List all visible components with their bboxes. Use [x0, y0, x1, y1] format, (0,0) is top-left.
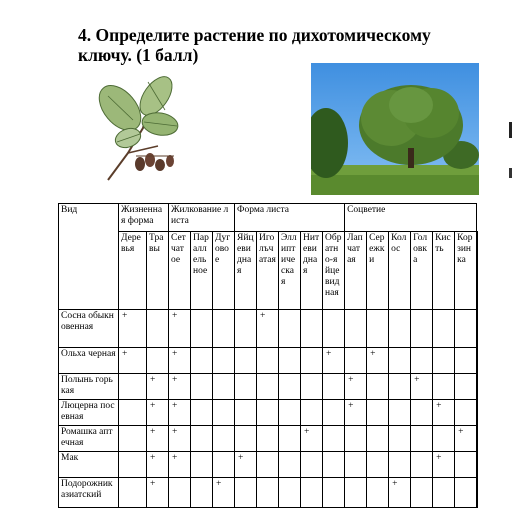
subheader-cell: Яйцевидная [235, 232, 257, 310]
header-life-form: Жизненная форма [119, 204, 169, 232]
header-inflorescence: Соцветие [345, 204, 477, 232]
table-body [59, 204, 478, 508]
mark-cell [257, 478, 279, 508]
header-species: Вид [59, 204, 119, 310]
subheader-cell: Корзинка [455, 232, 477, 310]
mark-cell: + [169, 348, 191, 374]
mark-cell [119, 374, 147, 400]
mark-cell [257, 348, 279, 374]
mark-cell [257, 426, 279, 452]
subheader-cell: Эллиптическая [279, 232, 301, 310]
mark-cell [367, 374, 389, 400]
mark-cell: + [169, 426, 191, 452]
mark-cell: + [301, 426, 323, 452]
dichotomous-key-table [58, 203, 478, 508]
mark-cell [119, 426, 147, 452]
subheader-cell: Обратно-яйцевидная [323, 232, 345, 310]
mark-cell [411, 452, 433, 478]
table-row [59, 374, 478, 400]
mark-cell [389, 452, 411, 478]
mark-cell: + [147, 374, 169, 400]
subheader-row [59, 232, 478, 310]
subheader-cell: Нитевидная [301, 232, 323, 310]
mark-cell [433, 478, 455, 508]
species-name: Люцерна посевная [59, 400, 119, 426]
table-row [59, 426, 478, 452]
mark-cell [119, 400, 147, 426]
edge-mark-small [509, 168, 512, 178]
mark-cell [191, 348, 213, 374]
tree-photo [311, 63, 479, 195]
mark-cell [235, 400, 257, 426]
header-venation: Жилкование листа [169, 204, 235, 232]
species-name: Сосна обыкновенная [59, 310, 119, 348]
mark-cell [119, 478, 147, 508]
subheader-cell: Травы [147, 232, 169, 310]
mark-cell [411, 310, 433, 348]
subheader-cell: Сережки [367, 232, 389, 310]
mark-cell [367, 478, 389, 508]
header-leaf-shape: Форма листа [235, 204, 345, 232]
mark-cell [433, 426, 455, 452]
mark-cell [477, 478, 478, 508]
subheader-cell: Колос [389, 232, 411, 310]
mark-cell: + [411, 374, 433, 400]
mark-cell: + [213, 478, 235, 508]
mark-cell [235, 374, 257, 400]
mark-cell [411, 348, 433, 374]
edge-mark [509, 122, 512, 138]
mark-cell [367, 400, 389, 426]
mark-cell [389, 400, 411, 426]
mark-cell [455, 452, 477, 478]
table-row [59, 400, 478, 426]
mark-cell [477, 426, 478, 452]
mark-cell [367, 426, 389, 452]
mark-cell [389, 426, 411, 452]
species-name: Полынь горькая [59, 374, 119, 400]
species-name: Подорожник азиатский [59, 478, 119, 508]
mark-cell [367, 310, 389, 348]
mark-cell: + [169, 400, 191, 426]
mark-cell [477, 374, 478, 400]
mark-cell: + [323, 348, 345, 374]
mark-cell [235, 310, 257, 348]
mark-cell: + [119, 310, 147, 348]
mark-cell [455, 348, 477, 374]
subheader-cell: Иголъчатая [257, 232, 279, 310]
mark-cell [279, 400, 301, 426]
mark-cell: + [235, 452, 257, 478]
mark-cell: + [169, 310, 191, 348]
mark-cell [433, 310, 455, 348]
mark-cell [301, 374, 323, 400]
mark-cell [191, 426, 213, 452]
question-title: 4. Определите растение по дихотомическому ключу. (1 балл) [78, 25, 431, 65]
table-row [59, 478, 478, 508]
mark-cell [235, 478, 257, 508]
mark-cell [411, 478, 433, 508]
mark-cell [411, 400, 433, 426]
mark-cell [279, 452, 301, 478]
mark-cell [257, 374, 279, 400]
species-name: Ромашка аптечная [59, 426, 119, 452]
mark-cell: + [389, 478, 411, 508]
mark-cell [191, 452, 213, 478]
mark-cell [169, 478, 191, 508]
mark-cell [191, 400, 213, 426]
mark-cell [147, 310, 169, 348]
species-name: Ольха черная [59, 348, 119, 374]
mark-cell [279, 478, 301, 508]
subheader-cell: Головка [411, 232, 433, 310]
mark-cell: + [169, 452, 191, 478]
mark-cell [323, 478, 345, 508]
mark-cell [257, 400, 279, 426]
mark-cell [191, 374, 213, 400]
mark-cell [477, 452, 478, 478]
mark-cell [213, 348, 235, 374]
mark-cell: + [345, 374, 367, 400]
mark-cell: + [257, 310, 279, 348]
mark-cell [455, 374, 477, 400]
mark-cell [345, 452, 367, 478]
mark-cell [213, 400, 235, 426]
mark-cell [279, 348, 301, 374]
subheader-cell: Сетчатое [169, 232, 191, 310]
species-name: Мак [59, 452, 119, 478]
mark-cell [301, 310, 323, 348]
table-row [59, 348, 478, 374]
mark-cell [235, 426, 257, 452]
mark-cell: + [433, 400, 455, 426]
mark-cell [433, 348, 455, 374]
mark-cell [119, 452, 147, 478]
mark-cell [323, 400, 345, 426]
mark-cell [345, 426, 367, 452]
mark-cell [323, 426, 345, 452]
mark-cell: + [147, 400, 169, 426]
mark-cell [345, 348, 367, 374]
mark-cell: + [433, 452, 455, 478]
subheader-cell: Лапчатая [345, 232, 367, 310]
mark-cell [191, 310, 213, 348]
mark-cell: + [147, 426, 169, 452]
mark-cell [345, 478, 367, 508]
mark-cell [389, 374, 411, 400]
subheader-cell [477, 232, 478, 310]
table-row [59, 452, 478, 478]
mark-cell [433, 374, 455, 400]
group-header-row [59, 204, 478, 232]
mark-cell [389, 348, 411, 374]
mark-cell [279, 426, 301, 452]
mark-cell [323, 452, 345, 478]
mark-cell [411, 426, 433, 452]
mark-cell [323, 310, 345, 348]
mark-cell [455, 400, 477, 426]
subheader-cell: Кисть [433, 232, 455, 310]
mark-cell [301, 478, 323, 508]
mark-cell: + [367, 348, 389, 374]
mark-cell [389, 310, 411, 348]
mark-cell [213, 310, 235, 348]
mark-cell [147, 348, 169, 374]
mark-cell: + [119, 348, 147, 374]
alder-branch-illustration [88, 68, 190, 190]
mark-cell [279, 374, 301, 400]
mark-cell [191, 478, 213, 508]
mark-cell [235, 348, 257, 374]
subheader-cell: Параллельное [191, 232, 213, 310]
subheader-cell: Деревья [119, 232, 147, 310]
mark-cell [301, 400, 323, 426]
mark-cell [455, 478, 477, 508]
mark-cell: + [169, 374, 191, 400]
mark-cell [213, 452, 235, 478]
mark-cell [213, 426, 235, 452]
mark-cell [301, 348, 323, 374]
mark-cell [455, 310, 477, 348]
mark-cell [323, 374, 345, 400]
mark-cell [213, 374, 235, 400]
mark-cell: + [455, 426, 477, 452]
mark-cell [477, 348, 478, 374]
mark-cell [301, 452, 323, 478]
mark-cell [257, 452, 279, 478]
table-row [59, 310, 478, 348]
mark-cell [477, 400, 478, 426]
mark-cell: + [147, 478, 169, 508]
mark-cell: + [147, 452, 169, 478]
mark-cell [367, 452, 389, 478]
mark-cell [477, 310, 478, 348]
subheader-cell: Дуговое [213, 232, 235, 310]
mark-cell: + [345, 400, 367, 426]
mark-cell [345, 310, 367, 348]
mark-cell [279, 310, 301, 348]
